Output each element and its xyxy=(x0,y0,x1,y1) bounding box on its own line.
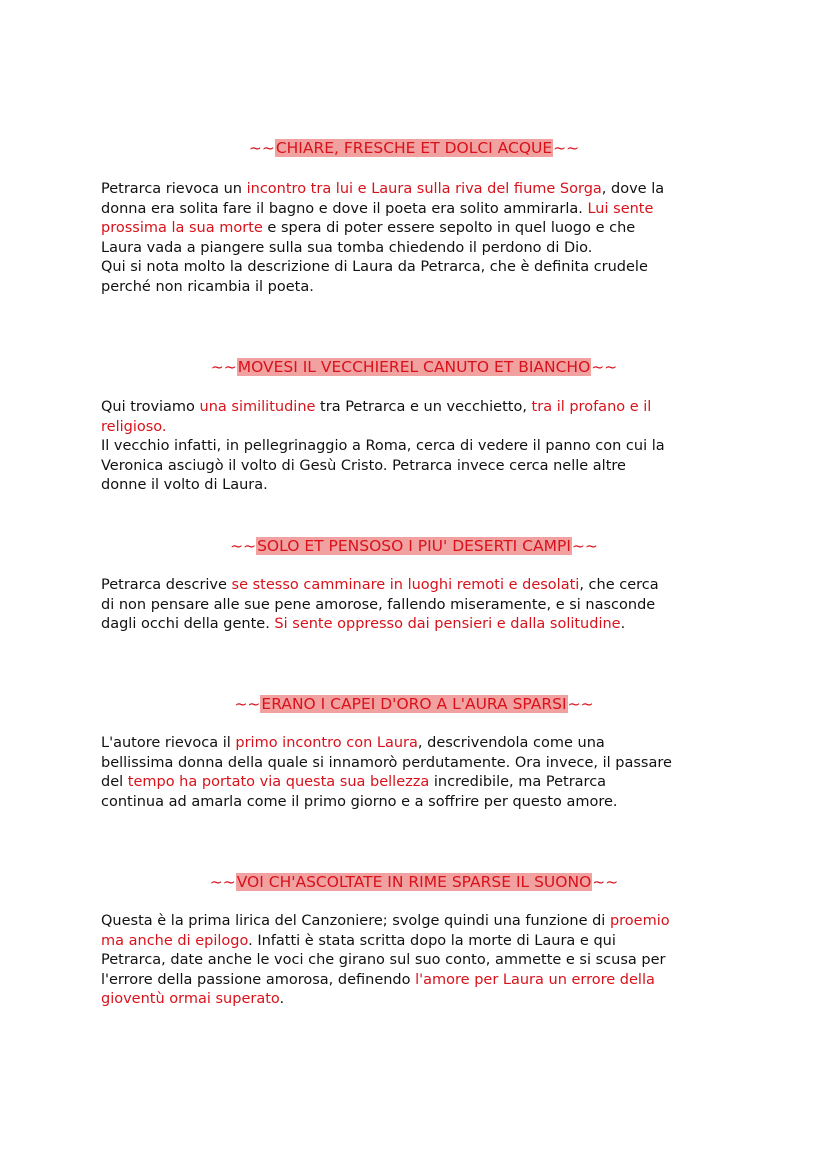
tilde-decoration: ~~ xyxy=(209,873,236,891)
section-paragraph-1 xyxy=(101,180,741,298)
text-line: prossima la sua morte e spera di poter essere sepolto in quel luogo e che xyxy=(101,220,636,237)
section-title-2 xyxy=(0,356,828,378)
text-line: Petrarca rievoca un incontro tra lui e Laura sulla riva del fiume Sorga, dove la xyxy=(101,181,665,197)
text-line: donna era solita fare il bagno e dove il poeta era solito ammirarla. Lui sente xyxy=(101,200,654,217)
text-line: Il vecchio infatti, in pellegrinaggio a Roma, cerca di vedere il panno con cui la xyxy=(101,438,665,455)
text-line: bellissima donna della quale si innamorò perdutamente. Ora invece, il passare xyxy=(101,754,672,771)
title-text: MOVESI IL VECCHIEREL CANUTO ET BIANCHO xyxy=(237,358,591,376)
title-text: VOI CH'ASCOLTATE IN RIME SPARSE IL SUONO xyxy=(236,873,592,891)
text-line: del tempo ha portato via questa sua bellezza incredibile, ma Petrarca xyxy=(101,774,607,791)
text-line: L'autore rievoca il primo incontro con Laura, descrivendola come una xyxy=(101,735,605,751)
title-text: SOLO ET PENSOSO I PIU' DESERTI CAMPI xyxy=(257,537,571,555)
text-line: perché non ricambia il poeta. xyxy=(101,278,314,295)
text-line: Petrarca descrive se stesso camminare in luoghi remoti e desolati, che cerca xyxy=(101,577,659,593)
tilde-decoration: ~~ xyxy=(571,537,598,555)
section-title-3 xyxy=(0,535,828,557)
text-line: ma anche di epilogo. Infatti è stata scritta dopo la morte di Laura e qui xyxy=(101,932,616,949)
section-title-5 xyxy=(0,871,828,893)
tilde-decoration: ~~ xyxy=(248,139,275,157)
text-line: Veronica asciugò il volto di Gesù Cristo. Petrarca invece cerca nelle altre xyxy=(101,457,626,474)
text-line: continua ad amarla come il primo giorno e a soffrire per questo amore. xyxy=(101,793,618,810)
title-text: ERANO I CAPEI D'ORO A L'AURA SPARSI xyxy=(261,695,567,713)
text-line: di non pensare alle sue pene amorose, fallendo miseramente, e si nasconde xyxy=(101,596,656,613)
text-line: l'errore della passione amorosa, definendo l'amore per Laura un errore della xyxy=(101,971,655,988)
text-line: religioso. xyxy=(101,418,167,435)
text-line: Petrarca, date anche le voci che girano sul suo conto, ammette e si scusa per xyxy=(101,952,666,969)
tilde-decoration: ~~ xyxy=(553,139,580,157)
tilde-decoration: ~~ xyxy=(230,537,257,555)
text-line: Questa è la prima lirica del Canzoniere; svolge quindi una funzione di proemio xyxy=(101,913,670,929)
tilde-decoration: ~~ xyxy=(567,695,594,713)
section-title-4 xyxy=(0,693,828,715)
text-line: gioventù ormai superato. xyxy=(101,991,285,1008)
tilde-decoration: ~~ xyxy=(591,358,618,376)
section-paragraph-2 xyxy=(101,398,741,496)
title-text: CHIARE, FRESCHE ET DOLCI ACQUE xyxy=(275,139,553,157)
tilde-decoration: ~~ xyxy=(234,695,261,713)
text-line: donne il volto di Laura. xyxy=(101,477,268,494)
text-line: dagli occhi della gente. Si sente oppresso dai pensieri e dalla solitudine. xyxy=(101,616,626,633)
section-title-1 xyxy=(0,137,828,159)
tilde-decoration: ~~ xyxy=(592,873,619,891)
text-line: Qui si nota molto la descrizione di Laura da Petrarca, che è definita crudele xyxy=(101,259,648,276)
section-paragraph-5 xyxy=(101,912,741,1010)
text-line: Qui troviamo una similitudine tra Petrarca e un vecchietto, tra il profano e il xyxy=(101,399,652,415)
section-paragraph-3 xyxy=(101,576,741,635)
tilde-decoration: ~~ xyxy=(210,358,237,376)
section-paragraph-4 xyxy=(101,734,741,812)
text-line: Laura vada a piangere sulla sua tomba chiedendo il perdono di Dio. xyxy=(101,239,593,256)
